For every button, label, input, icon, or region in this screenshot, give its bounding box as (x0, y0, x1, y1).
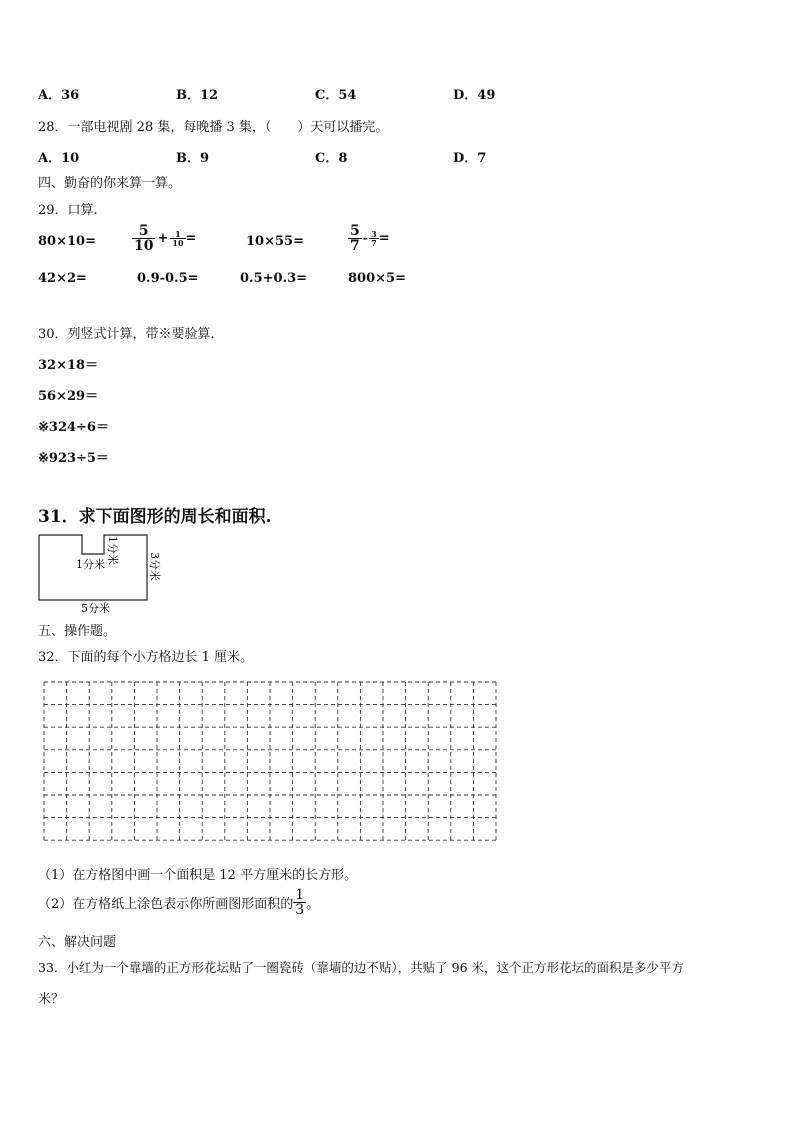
section-5-heading: 五、操作题。 (38, 624, 117, 639)
q30-item-1: 32×18＝ (38, 358, 99, 373)
q28-option-b: B．9 (176, 151, 210, 166)
q27-option-c: C．54 (315, 88, 357, 103)
q28-option-c: C．8 (315, 151, 348, 166)
section-6-heading: 六、解决问题 (38, 935, 117, 950)
q29-r1c4: $\frac{5}{7}$ - $\frac{3}{7}$ = (350, 223, 390, 254)
fraction: $\frac{3}{7}$ (371, 229, 377, 248)
q32-part-1: （1）在方格图中画一个面积是 12 平方厘米的长方形。 (38, 868, 358, 883)
q33-question-line-1: 33．小红为一个靠墙的正方形花坛贴了一圈瓷砖（靠墙的边不贴），共贴了 96 米，这个正方形花坛的面积是多少平方 (38, 960, 685, 975)
label-notch-width: 1分米 (76, 558, 105, 571)
q31-title: 31．求下面图形的周长和面积. (38, 507, 272, 527)
label-width: 5分米 (81, 602, 110, 615)
square-grid[interactable] (43, 681, 498, 843)
q33-question-line-2: 米？ (38, 992, 65, 1007)
section-4-heading: 四、勤奋的你来算一算。 (38, 176, 182, 191)
q31-figure (30, 528, 180, 618)
q29-r1c2: $\frac{5}{10}$ + $\frac{1}{10}$ = (134, 223, 197, 254)
q30-item-2: 56×29＝ (38, 389, 99, 404)
q28-option-a: A．10 (38, 151, 80, 166)
q30-title: 30．列竖式计算，带※要验算. (38, 327, 215, 342)
q29-r2c2: 0.9-0.5= (137, 271, 199, 286)
q29-r1c3: 10×55= (246, 234, 304, 249)
fraction: $\frac{1}{3}$ (295, 887, 305, 918)
label-height: 3分米 (148, 552, 161, 581)
q29-r2c3: 0.5+0.3= (240, 271, 308, 286)
fraction: $\frac{5}{7}$ (350, 223, 360, 254)
fraction: $\frac{1}{10}$ (172, 229, 184, 248)
fraction: $\frac{5}{10}$ (134, 223, 154, 254)
q30-item-4: ※923÷5＝ (38, 451, 109, 466)
q32-title: 32．下面的每个小方格边长 1 厘米。 (38, 650, 254, 665)
q29-r2c4: 800×5= (348, 271, 406, 286)
q27-option-d: D．49 (453, 88, 496, 103)
q29-r2c1: 42×2= (38, 271, 87, 286)
q29-r1c1: 80×10= (38, 234, 96, 249)
q28-option-d: D．7 (453, 151, 487, 166)
label-notch-depth: 1分米 (106, 536, 119, 565)
q27-option-a: A．36 (38, 88, 80, 103)
q29-title: 29．口算. (38, 203, 98, 218)
q27-option-b: B．12 (176, 88, 219, 103)
q32-part-2: （2）在方格纸上涂色表示你所画图形面积的 $\frac{1}{3}$ 。 (38, 887, 320, 918)
q30-item-3: ※324÷6＝ (38, 420, 109, 435)
q28-question: 28．一部电视剧 28 集，每晚播 3 集，（ ）天可以播完。 (38, 120, 389, 135)
